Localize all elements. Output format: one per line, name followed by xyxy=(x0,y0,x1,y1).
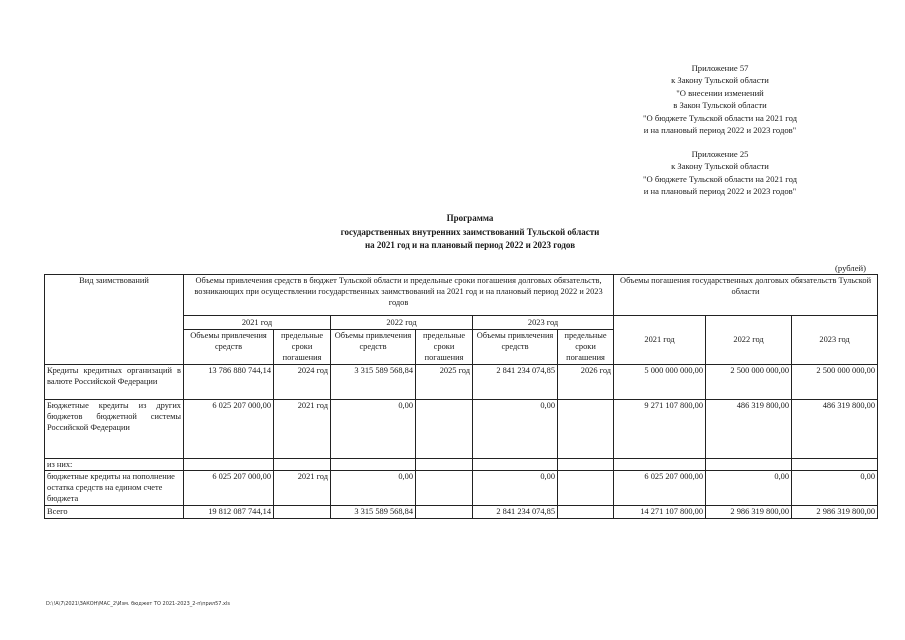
header-attract-2022: 2022 год xyxy=(331,316,473,330)
cell-term-2023 xyxy=(558,458,614,470)
header-repay-2021: 2021 год xyxy=(614,316,706,365)
row-name: Бюджетные кредиты из других бюджетов бюджетной системы Российской Федерации xyxy=(45,399,184,458)
cell-term-2022 xyxy=(416,399,473,458)
row-name: Всего xyxy=(45,505,184,518)
cell-term-2022 xyxy=(416,458,473,470)
cell-attract-2023: 0,00 xyxy=(473,399,558,458)
cell-attract-2022: 0,00 xyxy=(331,399,416,458)
title-line-3: на 2021 год и на плановый период 2022 и 2023 годов xyxy=(364,240,576,250)
cell-term-2023 xyxy=(558,399,614,458)
table-row xyxy=(45,470,878,505)
header-repay-group: Объемы погашения государственных долговых обязательств Тульской области xyxy=(614,275,878,316)
title-line-1: Программа xyxy=(446,213,494,223)
header-terms-2021: предельные сроки погашения xyxy=(274,330,331,365)
cell-term-2021: 2024 год xyxy=(274,364,331,399)
cell-term-2021 xyxy=(274,505,331,518)
document-title xyxy=(260,212,680,253)
cell-term-2021 xyxy=(274,458,331,470)
appendix-25-line3: "О бюджете Тульской области на 2021 год xyxy=(643,173,797,184)
cell-repay-2021: 6 025 207 000,00 xyxy=(614,470,706,505)
appendix-57-number: Приложение 57 xyxy=(691,63,749,73)
cell-attract-2023: 2 841 234 074,85 xyxy=(473,505,558,518)
header-repay-2022: 2022 год xyxy=(706,316,792,365)
cell-attract-2023: 2 841 234 074,85 xyxy=(473,364,558,399)
cell-repay-2021: 9 271 107 800,00 xyxy=(614,399,706,458)
cell-repay-2021: 14 271 107 800,00 xyxy=(614,505,706,518)
row-name: из них: xyxy=(45,458,184,470)
borrowing-program-table xyxy=(44,274,878,519)
table-row xyxy=(45,458,878,470)
cell-term-2022 xyxy=(416,505,473,518)
header-terms-2023: предельные сроки погашения xyxy=(558,330,614,365)
appendix-57-line3: "О внесении изменений xyxy=(676,87,764,98)
cell-term-2021: 2021 год xyxy=(274,399,331,458)
appendix-57-line5: "О бюджете Тульской области на 2021 год xyxy=(643,112,797,123)
cell-attract-2023 xyxy=(473,458,558,470)
row-name: Кредиты кредитных организаций в валюте Российской Федерации xyxy=(45,364,184,399)
cell-term-2022 xyxy=(416,470,473,505)
title-line-2: государственных внутренних заимствований Тульской области xyxy=(340,226,600,237)
cell-repay-2022: 2 500 000 000,00 xyxy=(706,364,792,399)
cell-attract-2022: 0,00 xyxy=(331,470,416,505)
cell-attract-2021: 13 786 880 744,14 xyxy=(184,364,274,399)
cell-attract-2023: 0,00 xyxy=(473,470,558,505)
cell-attract-2021: 19 812 087 744,14 xyxy=(184,505,274,518)
header-kind: Вид заимствований xyxy=(45,275,184,365)
header-terms-2022: предельные сроки погашения xyxy=(416,330,473,365)
appendix-25-law: к Закону Тульской области xyxy=(671,161,769,172)
row-name: бюджетные кредиты на пополнение остатка средств на едином счете бюджета xyxy=(45,470,184,505)
cell-attract-2021 xyxy=(184,458,274,470)
cell-term-2023 xyxy=(558,505,614,518)
cell-repay-2023: 486 319 800,00 xyxy=(792,399,878,458)
header-volumes-2021: Объемы привлечения средств xyxy=(184,330,274,365)
appendix-57-line6: и на плановый период 2022 и 2023 годов" xyxy=(643,125,797,136)
appendix-25-number: Приложение 25 xyxy=(691,149,749,159)
cell-attract-2021: 6 025 207 000,00 xyxy=(184,470,274,505)
file-path-footer: D:\!А\7\2021\ЗАКОН\МАС_2\Изм. бюджет ТО 2021-2023_2-п\прил57.xls xyxy=(46,601,230,607)
header-volumes-2022: Объемы привлечения средств xyxy=(331,330,416,365)
header-attract-2021: 2021 год xyxy=(184,316,331,330)
appendix-25-block xyxy=(600,148,840,198)
cell-attract-2021: 6 025 207 000,00 xyxy=(184,399,274,458)
table-row xyxy=(45,364,878,399)
appendix-57-law: к Закону Тульской области xyxy=(671,75,769,86)
cell-repay-2022: 0,00 xyxy=(706,470,792,505)
cell-repay-2023 xyxy=(792,458,878,470)
header-attract-2023: 2023 год xyxy=(473,316,614,330)
cell-term-2022: 2025 год xyxy=(416,364,473,399)
units-label: (рублей) xyxy=(835,263,866,273)
cell-repay-2022 xyxy=(706,458,792,470)
cell-attract-2022: 3 315 589 568,84 xyxy=(331,364,416,399)
cell-repay-2022: 486 319 800,00 xyxy=(706,399,792,458)
header-attract-group: Объемы привлечения средств в бюджет Тульской области и предельные сроки погашения долговых обязательств, возникающих при осуществлении государственных заимствований на 2021 год и на плановый период 2022 и 2023 годов xyxy=(184,275,614,316)
header-volumes-2023: Объемы привлечения средств xyxy=(473,330,558,365)
cell-term-2023 xyxy=(558,470,614,505)
cell-repay-2023: 2 986 319 800,00 xyxy=(792,505,878,518)
appendix-25-line4: и на плановый период 2022 и 2023 годов" xyxy=(643,186,797,197)
cell-term-2021: 2021 год xyxy=(274,470,331,505)
cell-repay-2023: 2 500 000 000,00 xyxy=(792,364,878,399)
appendix-57-block xyxy=(600,62,840,136)
cell-repay-2022: 2 986 319 800,00 xyxy=(706,505,792,518)
cell-repay-2021 xyxy=(614,458,706,470)
cell-attract-2022 xyxy=(331,458,416,470)
cell-attract-2022: 3 315 589 568,84 xyxy=(331,505,416,518)
cell-term-2023: 2026 год xyxy=(558,364,614,399)
cell-repay-2021: 5 000 000 000,00 xyxy=(614,364,706,399)
table-row xyxy=(45,399,878,458)
cell-repay-2023: 0,00 xyxy=(792,470,878,505)
appendix-57-line4: в Закон Тульской области xyxy=(673,100,767,111)
table-row-total xyxy=(45,505,878,518)
header-repay-2023: 2023 год xyxy=(792,316,878,365)
